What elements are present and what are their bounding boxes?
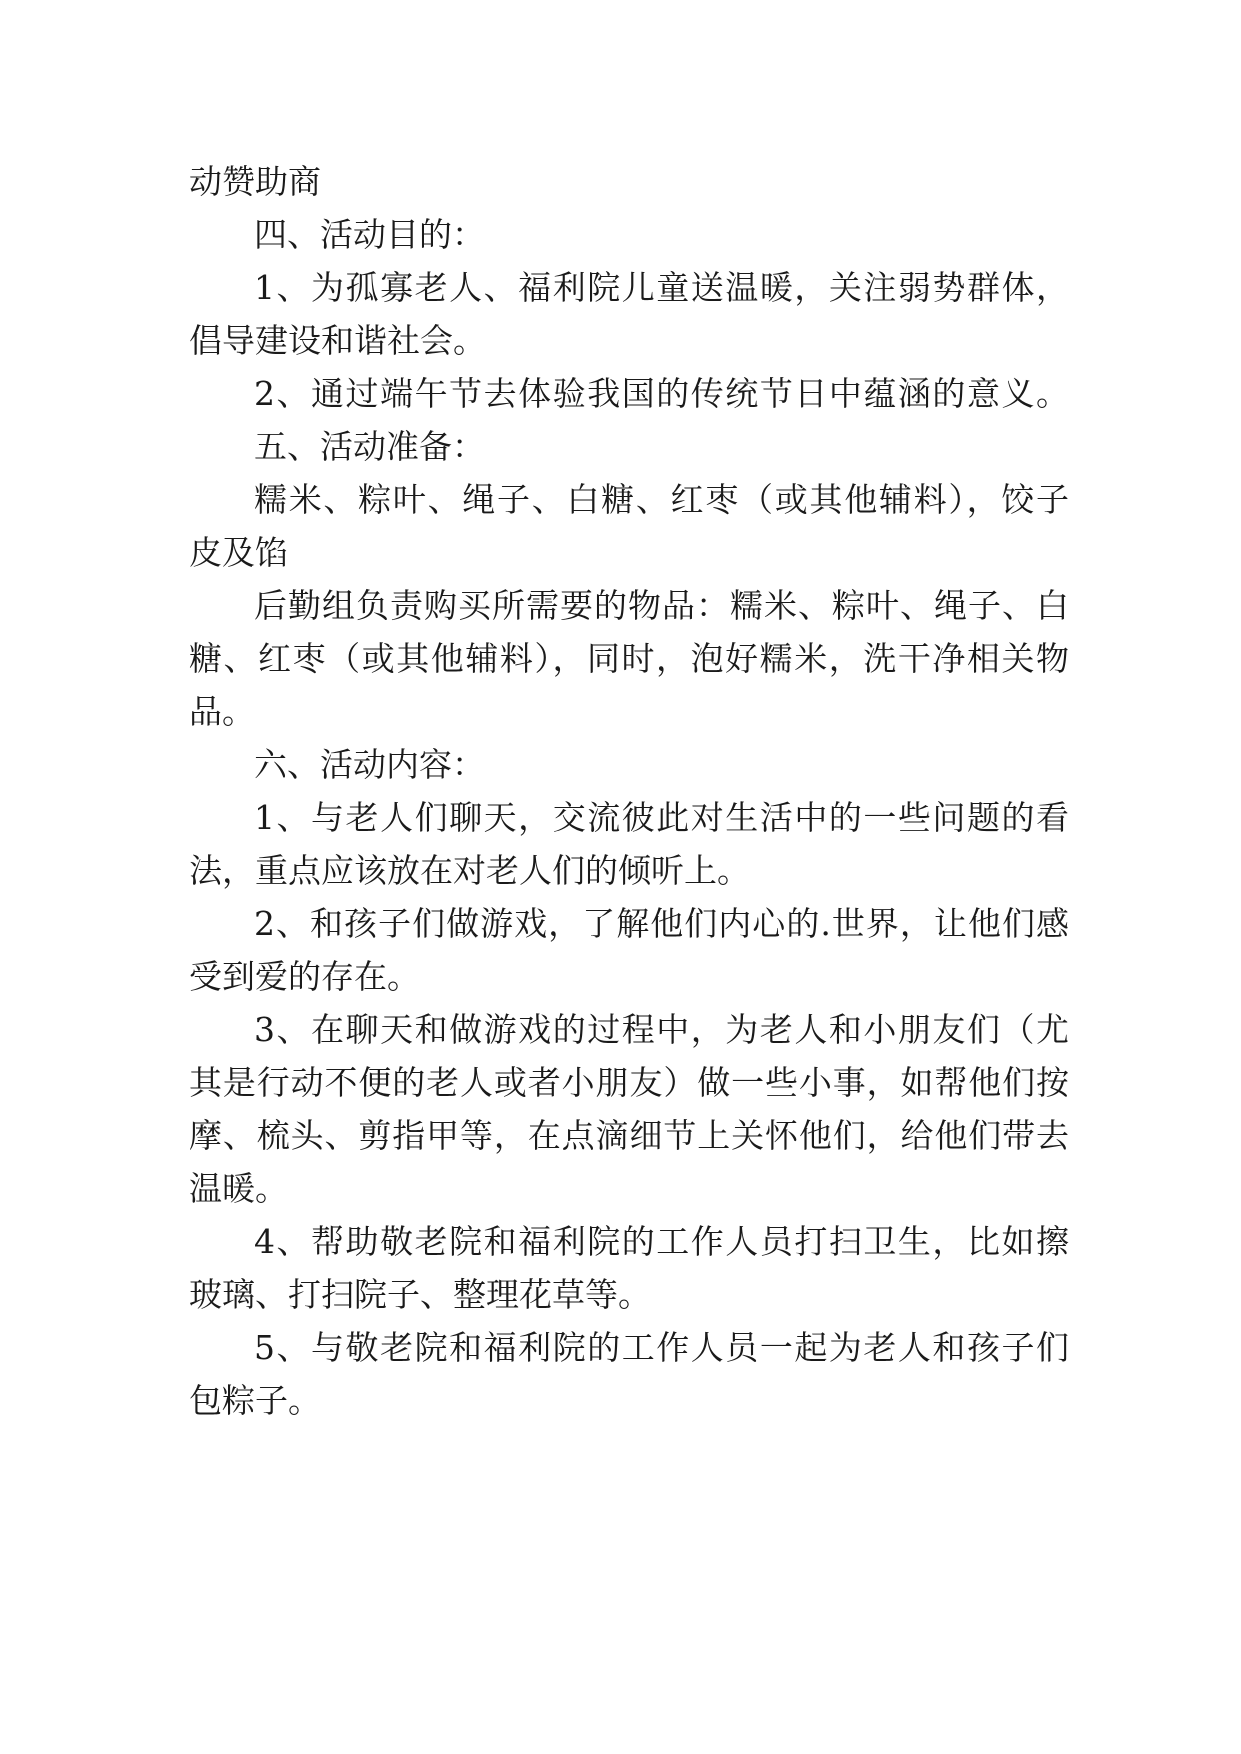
paragraph-line: 受到爱的存在。 <box>189 957 420 996</box>
paragraph-line: 糯米、粽叶、绳子、白糖、红枣（或其他辅料），饺子 <box>254 480 1069 519</box>
paragraph-line: 其是行动不便的老人或者小朋友）做一些小事，如帮他们按 <box>189 1063 1069 1102</box>
paragraph-line: 摩、梳头、剪指甲等，在点滴细节上关怀他们，给他们带去 <box>189 1116 1069 1155</box>
section-heading: 六、活动内容： <box>254 745 485 784</box>
paragraph-line: 温暖。 <box>189 1169 288 1208</box>
paragraph-line: 糖、红枣（或其他辅料），同时，泡好糯米，洗干净相关物 <box>189 639 1069 678</box>
paragraph-line: 包粽子。 <box>189 1381 321 1420</box>
paragraph-line: 法，重点应该放在对老人们的倾听上。 <box>189 851 750 890</box>
paragraph-line: 玻璃、打扫院子、整理花草等。 <box>189 1275 651 1314</box>
paragraph-line: 4、帮助敬老院和福利院的工作人员打扫卫生，比如擦 <box>254 1222 1069 1261</box>
paragraph-line: 1、与老人们聊天，交流彼此对生活中的一些问题的看 <box>254 798 1069 837</box>
paragraph-line: 2、通过端午节去体验我国的传统节日中蕴涵的意义。 <box>254 374 1069 413</box>
paragraph-line: 5、与敬老院和福利院的工作人员一起为老人和孩子们 <box>254 1328 1069 1367</box>
paragraph-line: 倡导建设和谐社会。 <box>189 321 486 360</box>
paragraph-line: 3、在聊天和做游戏的过程中，为老人和小朋友们（尤 <box>254 1010 1069 1049</box>
paragraph-line: 2、和孩子们做游戏，了解他们内心的.世界，让他们感 <box>254 904 1069 943</box>
paragraph-line: 皮及馅 <box>189 533 288 572</box>
paragraph-line: 品。 <box>189 692 255 731</box>
paragraph-line: 1、为孤寡老人、福利院儿童送温暖，关注弱势群体， <box>254 268 1069 307</box>
section-heading: 五、活动准备： <box>254 427 485 466</box>
paragraph-line: 动赞助商 <box>189 162 321 201</box>
paragraph-line: 后勤组负责购买所需要的物品：糯米、粽叶、绳子、白 <box>254 586 1069 625</box>
section-heading: 四、活动目的： <box>254 215 485 254</box>
